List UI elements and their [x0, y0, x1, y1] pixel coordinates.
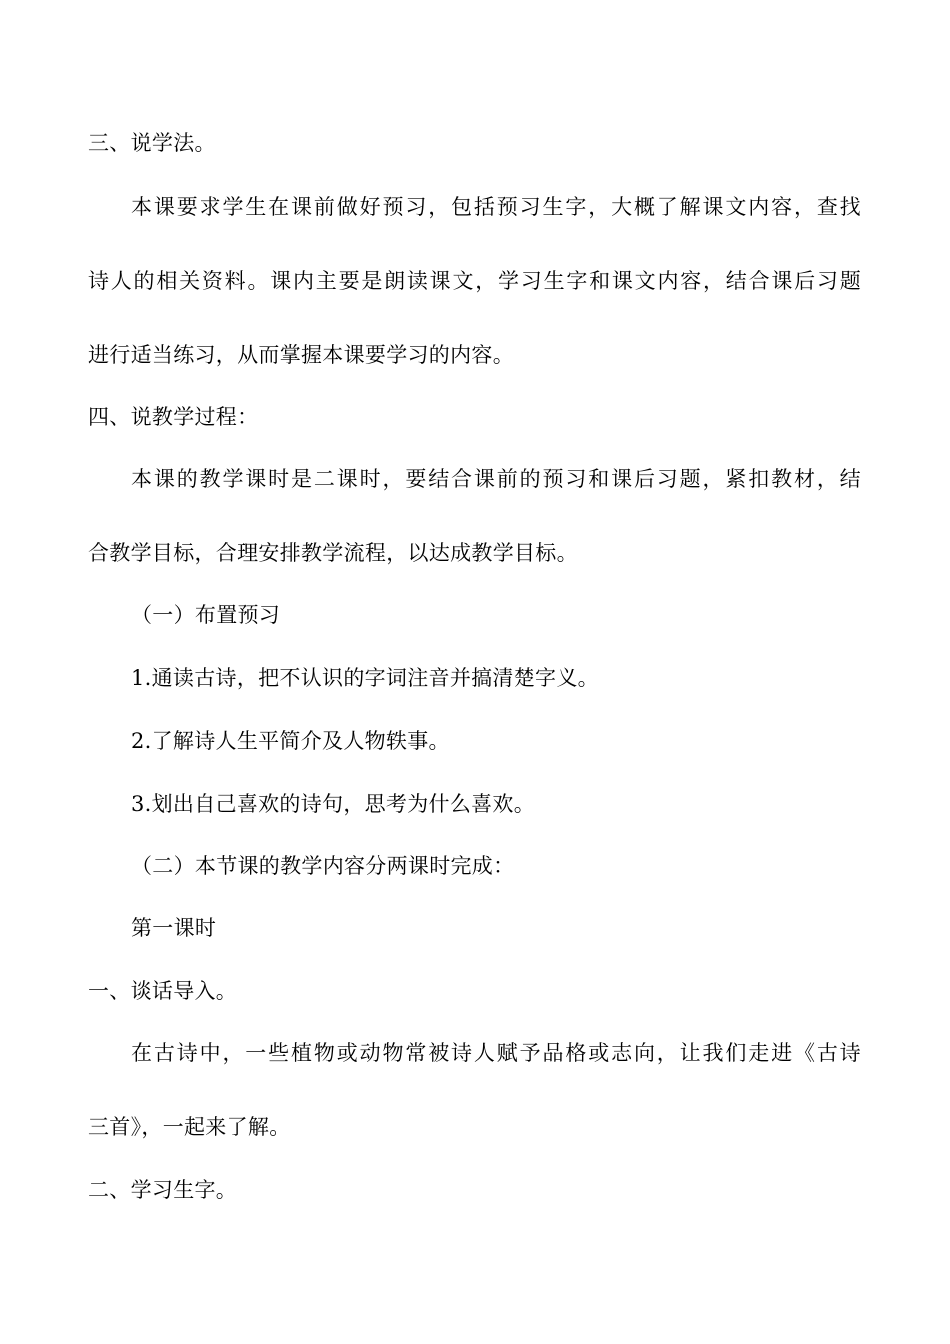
- paragraph-line: 本课要求学生在课前做好预习，包括预习生字，大概了解课文内容，查找: [131, 195, 861, 219]
- paragraph-line: 在古诗中，一些植物或动物常被诗人赋予品格或志向，让我们走进《古诗: [131, 1041, 861, 1065]
- heading-study-methods: 三、说学法。: [88, 131, 216, 155]
- paragraph-line: 进行适当练习，从而掌握本课要学习的内容。: [88, 343, 514, 367]
- subheading-first-lesson: 第一课时: [131, 916, 217, 940]
- subheading-lesson-content: （二）本节课的教学内容分两课时完成：: [131, 854, 515, 878]
- heading-introduction: 一、谈话导入。: [88, 979, 238, 1003]
- list-item: 1.通读古诗，把不认识的字词注音并搞清楚字义。: [131, 666, 599, 690]
- paragraph-line: 合教学目标，合理安排教学流程，以达成教学目标。: [88, 541, 578, 565]
- paragraph-line: 本课的教学课时是二课时，要结合课前的预习和课后习题，紧扣教材，结: [131, 467, 861, 491]
- list-item: 3.划出自己喜欢的诗句，思考为什么喜欢。: [131, 792, 536, 816]
- paragraph-line: 诗人的相关资料。课内主要是朗读课文，学习生字和课文内容，结合课后习题: [88, 269, 861, 293]
- paragraph-line: 三首》，一起来了解。: [88, 1115, 291, 1139]
- heading-learn-characters: 二、学习生字。: [88, 1178, 238, 1202]
- subheading-preview: （一）布置预习: [131, 603, 281, 627]
- list-item: 2.了解诗人生平简介及人物轶事。: [131, 729, 450, 753]
- heading-teaching-process: 四、说教学过程：: [88, 405, 259, 429]
